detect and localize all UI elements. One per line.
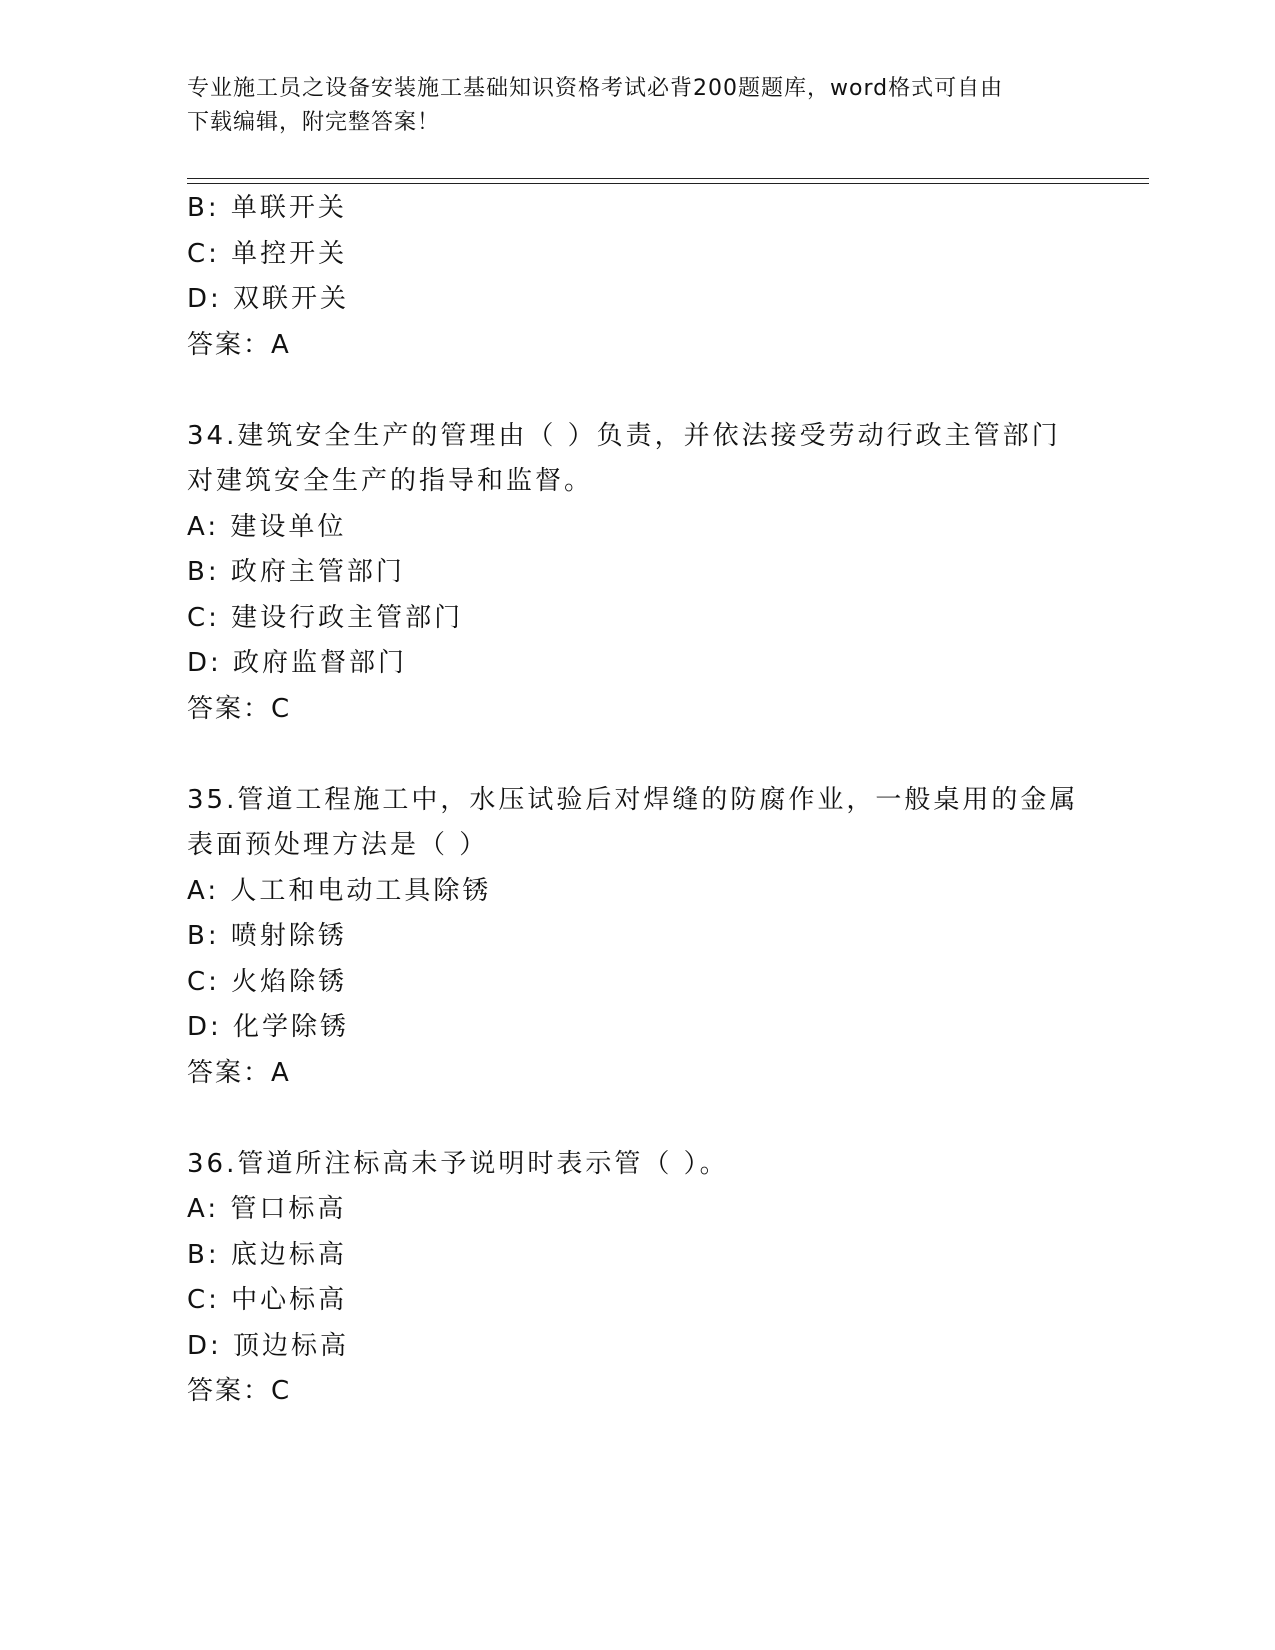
option-d: D: 化学除锈 — [187, 1012, 350, 1042]
document-header — [187, 72, 1067, 140]
option-b: B: 喷射除锈 — [187, 921, 347, 951]
option-d: D: 双联开关 — [187, 284, 350, 314]
question-text-line: 35.管道工程施工中，水压试验后对焊缝的防腐作业，一般桌用的金属 — [187, 784, 1079, 815]
option-d: D: 政府监督部门 — [187, 648, 408, 678]
header-divider-top — [187, 178, 1149, 179]
header-line-2: 下载编辑，附完整答案！ — [187, 110, 441, 135]
answer-line: 答案：C — [187, 1376, 292, 1406]
option-b: B: 底边标高 — [187, 1239, 347, 1270]
spacer — [187, 732, 1087, 778]
answer-line: 答案：A — [187, 1057, 291, 1088]
question-text-line: 34.建筑安全生产的管理由（ ）负责，并依法接受劳动行政主管部门 — [187, 420, 1061, 451]
question-text-line: 对建筑安全生产的指导和监督。 — [187, 466, 594, 496]
option-d: D: 顶边标高 — [187, 1330, 350, 1361]
spacer — [187, 368, 1087, 414]
option-c: C: 中心标高 — [187, 1285, 348, 1315]
option-a: A: 管口标高 — [187, 1194, 347, 1224]
option-b: B: 单联开关 — [187, 193, 347, 223]
spacer — [187, 1096, 1087, 1142]
option-b: B: 政府主管部门 — [187, 557, 405, 587]
question-34 — [187, 414, 1087, 733]
question-35 — [187, 778, 1087, 1097]
answer-line: 答案：C — [187, 693, 292, 724]
option-c: C: 建设行政主管部门 — [187, 602, 464, 633]
question-text-line: 表面预处理方法是（ ） — [187, 830, 489, 860]
option-c: C: 单控开关 — [187, 238, 348, 269]
question-list — [187, 186, 1087, 1415]
option-a: A: 建设单位 — [187, 511, 347, 542]
option-a: A: 人工和电动工具除锈 — [187, 875, 492, 906]
question-text-line: 36.管道所注标高未予说明时表示管（ ）。 — [187, 1148, 729, 1179]
question-33-continuation — [187, 186, 1087, 368]
question-36 — [187, 1142, 1087, 1415]
header-line-1: 专业施工员之设备安装施工基础知识资格考试必背200题题库，word格式可自由 — [187, 76, 1004, 101]
header-divider-bottom — [187, 183, 1149, 184]
option-c: C: 火焰除锈 — [187, 966, 348, 997]
answer-line: 答案：A — [187, 329, 291, 360]
